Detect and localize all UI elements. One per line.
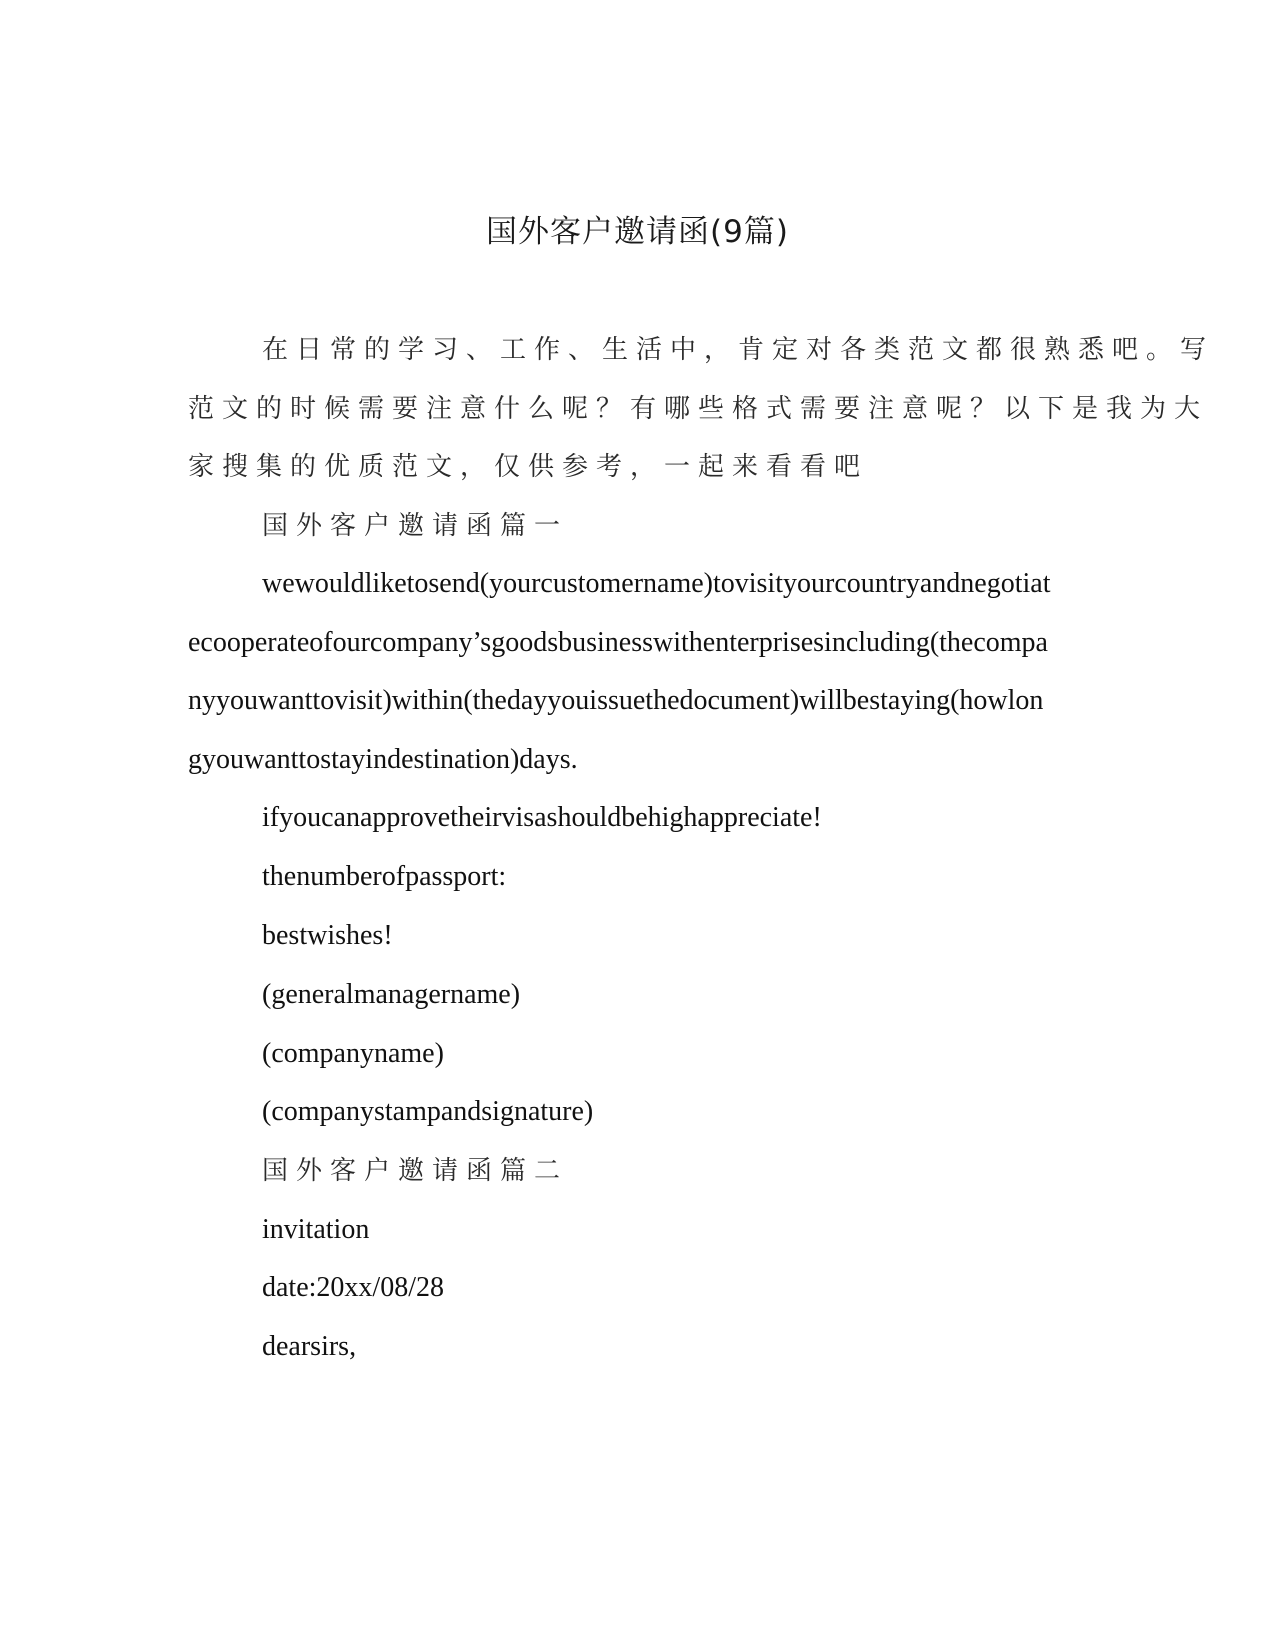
section1-paragraph-line-2: ecooperateofourcompany’sgoodsbusinesswithenterprisesincluding(thecompa xyxy=(188,627,1048,658)
section1-paragraph-line-4: gyouwanttostayindestination)days. xyxy=(188,744,578,775)
intro-line-3: 家搜集的优质范文，仅供参考，一起来看看吧 xyxy=(188,452,869,482)
intro-line-1: 在日常的学习、工作、生活中，肯定对各类范文都很熟悉吧。写 xyxy=(262,335,1215,365)
general-manager-line: (generalmanagername) xyxy=(262,979,521,1010)
section2-heading: 国外客户邀请函篇二 xyxy=(262,1156,569,1186)
section1-paragraph-line-1: wewouldliketosend(yourcustomername)tovisityourcountryandnegotiat xyxy=(262,568,1051,599)
document-title: 国外客户邀请函(9篇) xyxy=(486,214,789,250)
visa-approval-line: ifyoucanapprovetheirvisashouldbehighappreciate! xyxy=(262,802,822,833)
best-wishes-line: bestwishes! xyxy=(262,920,393,951)
date-line: date:20xx/08/28 xyxy=(262,1272,444,1303)
company-name-line: (companyname) xyxy=(262,1038,444,1069)
section1-paragraph-line-3: nyyouwanttovisit)within(thedayyouissuethedocument)willbestaying(howlon xyxy=(188,685,1044,716)
section1-heading: 国外客户邀请函篇一 xyxy=(262,511,569,541)
invitation-line: invitation xyxy=(262,1214,370,1245)
company-stamp-line: (companystampandsignature) xyxy=(262,1096,594,1127)
salutation-line: dearsirs, xyxy=(262,1331,357,1362)
passport-number-line: thenumberofpassport: xyxy=(262,861,507,892)
intro-line-2: 范文的时候需要注意什么呢？有哪些格式需要注意呢？以下是我为大 xyxy=(188,394,1209,424)
